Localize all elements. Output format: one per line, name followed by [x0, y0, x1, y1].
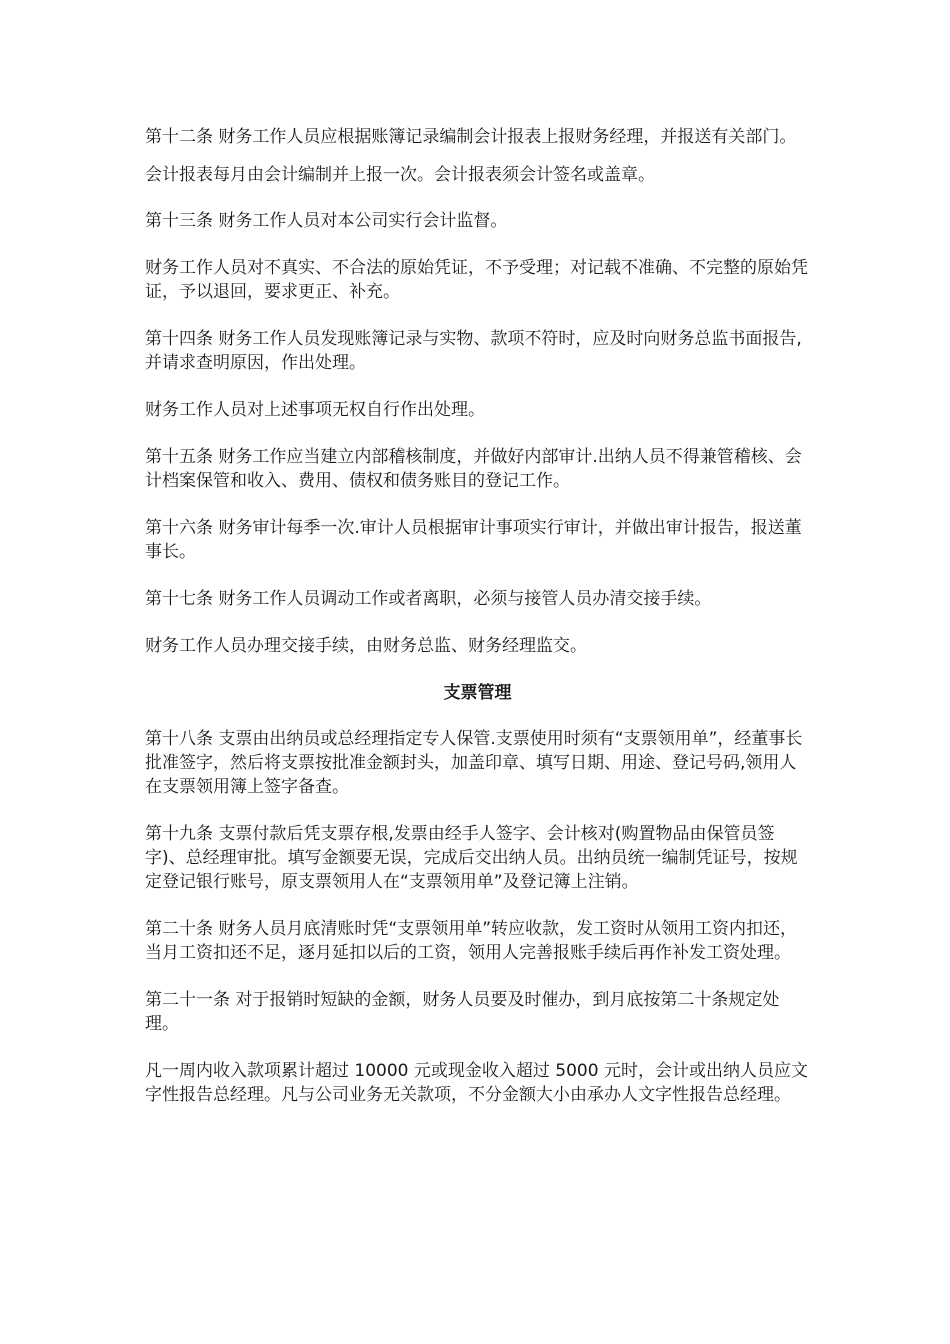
paragraph-article-14: 第十四条 财务工作人员发现账簿记录与实物、款项不符时，应及时向财务总监书面报告,并请求查明原因，作出处理。 — [145, 329, 802, 373]
paragraph-handover-supervision: 财务工作人员办理交接手续，由财务总监、财务经理监交。 — [145, 636, 587, 656]
paragraph-supervision-detail: 财务工作人员对不真实、不合法的原始凭证，不予受理；对记载不准确、不完整的原始凭证，予以退回，要求更正、补充。 — [145, 258, 808, 302]
paragraph-income-reporting: 凡一周内收入款项累计超过 10000 元或现金收入超过 5000 元时，会计或出纳人员应文字性报告总经理。凡与公司业务无关款项，不分金额大小由承办人文字性报告总经理。 — [145, 1061, 808, 1105]
document-body — [145, 118, 810, 1130]
section-heading: 支票管理 — [443, 683, 512, 703]
paragraph-article-20: 第二十条 财务人员月底清账时凭“支票领用单”转应收款，发工资时从领用工资内扣还，当月工资扣还不足，逐月延扣以后的工资，领用人完善报账手续后再作补发工资处理。 — [145, 919, 798, 963]
paragraph-article-21: 第二十一条 对于报销时短缺的金额，财务人员要及时催办，到月底按第二十条规定处理。 — [145, 990, 780, 1034]
paragraph-article-15: 第十五条 财务工作应当建立内部稽核制度，并做好内部审计.出纳人员不得兼管稽核、会计档案保管和收入、费用、债权和债务账目的登记工作。 — [145, 447, 802, 491]
paragraph-article-16: 第十六条 财务审计每季一次.审计人员根据审计事项实行审计，并做出审计报告，报送董事长。 — [145, 518, 802, 562]
paragraph-article-18: 第十八条 支票由出纳员或总经理指定专人保管.支票使用时须有“支票领用单”，经董事长批准签字，然后将支票按批准金额封头，加盖印章、填写日期、用途、登记号码,领用人在支票领用簿上签字备查。 — [145, 729, 803, 797]
paragraph-article-19: 第十九条 支票付款后凭支票存根,发票由经手人签字、会计核对(购置物品由保管员签字)、总经理审批。填写金额要无误，完成后交出纳人员。出纳员统一编制凭证号，按规定登记银行账号，原支票领用人在“支票领用单”及登记簿上注销。 — [145, 824, 798, 892]
paragraph-article-13: 第十三条 财务工作人员对本公司实行会计监督。 — [145, 211, 508, 231]
paragraph-article-12: 第十二条 财务工作人员应根据账簿记录编制会计报表上报财务经理，并报送有关部门。 会计报表每月由会计编制并上报一次。会计报表须会计签名或盖章。 — [145, 127, 797, 185]
paragraph-article-17: 第十七条 财务工作人员调动工作或者离职，必须与接管人员办清交接手续。 — [145, 589, 712, 609]
paragraph-no-self-handling: 财务工作人员对上述事项无权自行作出处理。 — [145, 400, 485, 420]
